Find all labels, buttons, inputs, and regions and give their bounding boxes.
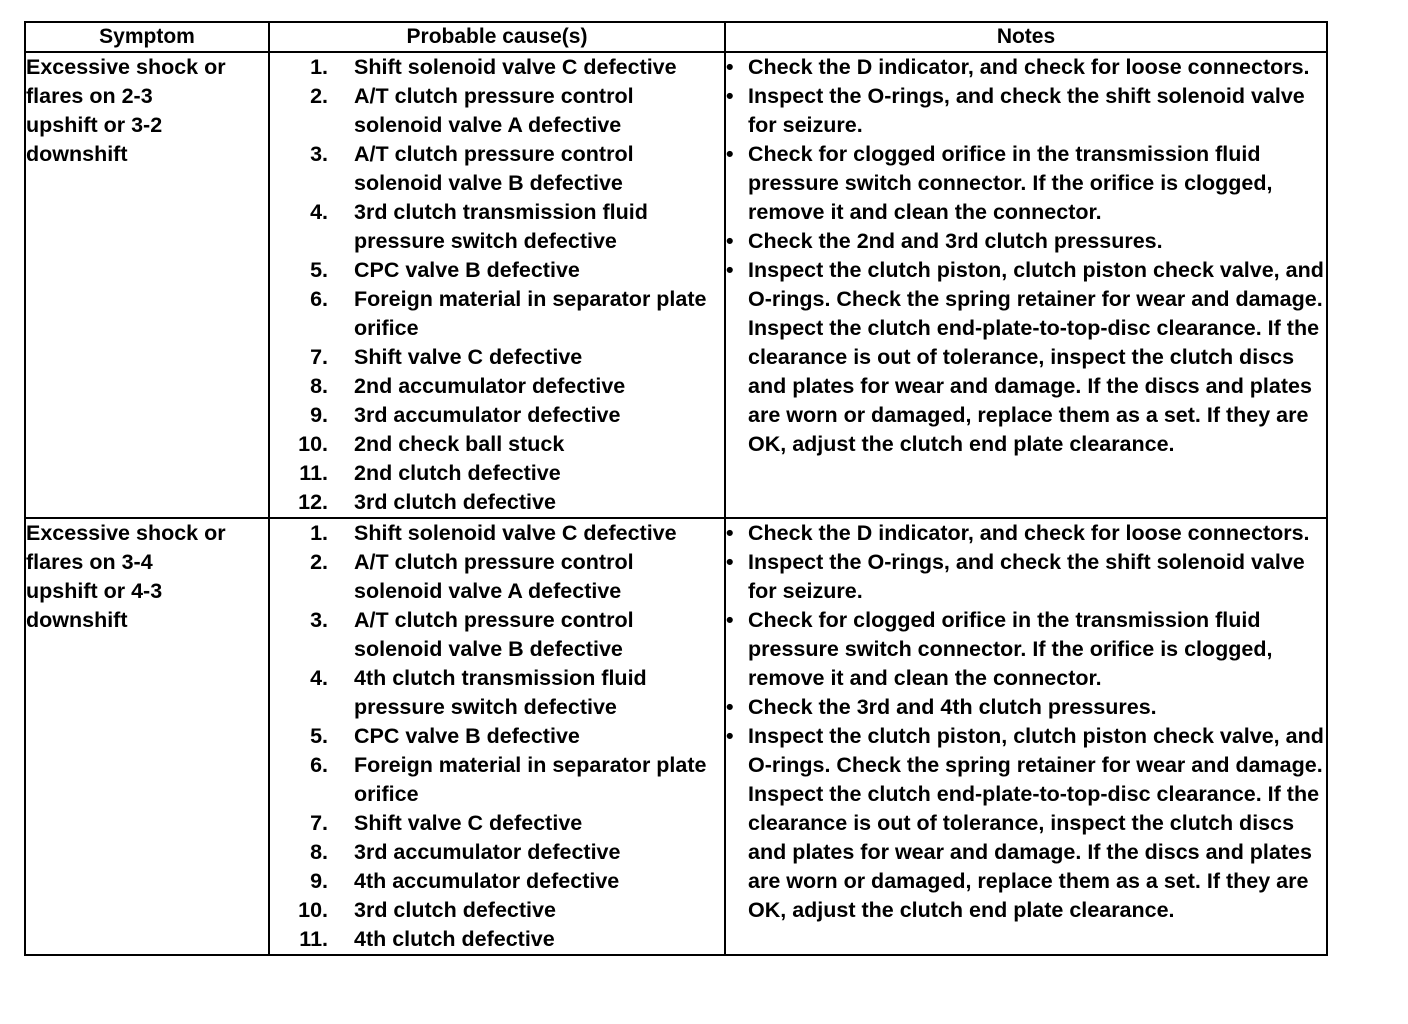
cause-number: 12.: [298, 490, 328, 514]
cause-text: CPC valve B defective: [354, 258, 580, 282]
bullet-icon: •: [726, 521, 734, 545]
cause-text: 4th accumulator defective: [354, 869, 620, 893]
cause-text: Shift solenoid valve C defective: [354, 521, 677, 545]
header-probable-causes: Probable cause(s): [269, 22, 725, 52]
note-item: [726, 722, 1326, 925]
note-item: [726, 548, 1326, 606]
cause-text: Shift solenoid valve C defective: [354, 55, 677, 79]
cause-item: [270, 256, 724, 285]
note-item: [726, 53, 1326, 82]
cause-item: [270, 896, 724, 925]
cause-number: 2.: [310, 550, 328, 574]
cause-number: 8.: [310, 374, 328, 398]
note-text: Check the 3rd and 4th clutch pressures.: [748, 695, 1157, 719]
note-item: [726, 519, 1326, 548]
note-item: [726, 82, 1326, 140]
cause-number: 3.: [310, 142, 328, 166]
cause-text: Shift valve C defective: [354, 345, 583, 369]
troubleshooting-table: [24, 21, 1328, 956]
bullet-icon: •: [726, 258, 734, 282]
cause-item: [270, 519, 724, 548]
cause-item: [270, 809, 724, 838]
cause-text: 2nd clutch defective: [354, 461, 561, 485]
table-row: [25, 52, 1327, 518]
cause-item: [270, 751, 724, 809]
bullet-icon: •: [726, 608, 734, 632]
note-item: [726, 140, 1326, 227]
cause-item: [270, 488, 724, 517]
note-text: Inspect the clutch piston, clutch piston check valve, and O-rings. Check the spring retainer for wear and damage. Inspect the clutch end-plate-to-top-disc clearance. If the clearance is out of tolerance, inspect the clutch discs and plates for wear and damage. If the discs and plates are worn or damaged, replace them as a set. If they are OK, adjust the clutch end plate clearance.: [748, 724, 1324, 922]
header-row: [25, 22, 1327, 52]
cause-number: 5.: [310, 258, 328, 282]
cause-text: 3rd clutch defective: [354, 898, 556, 922]
note-text: Inspect the O-rings, and check the shift solenoid valve for seizure.: [748, 550, 1305, 603]
cause-text: Foreign material in separator plate orifice: [354, 753, 707, 806]
cause-item: [270, 722, 724, 751]
cause-item: [270, 285, 724, 343]
cause-item: [270, 430, 724, 459]
cause-item: [270, 343, 724, 372]
cause-item: [270, 401, 724, 430]
cause-number: 7.: [310, 811, 328, 835]
bullet-icon: •: [726, 55, 734, 79]
cause-text: A/T clutch pressure control solenoid valve A defective: [354, 84, 634, 137]
cause-item: [270, 53, 724, 82]
cause-number: 9.: [310, 403, 328, 427]
cause-text: A/T clutch pressure control solenoid valve A defective: [354, 550, 634, 603]
cause-number: 6.: [310, 753, 328, 777]
cause-number: 3.: [310, 608, 328, 632]
cause-item: [270, 548, 724, 606]
cause-number: 4.: [310, 200, 328, 224]
symptom-text: Excessive shock or flares on 3-4 upshift or 4-3 downshift: [26, 521, 226, 632]
cause-item: [270, 459, 724, 488]
table-body: [25, 52, 1327, 955]
cause-list: [270, 519, 724, 954]
note-list: [726, 53, 1326, 459]
bullet-icon: •: [726, 724, 734, 748]
note-item: [726, 693, 1326, 722]
bullet-icon: •: [726, 695, 734, 719]
note-text: Check for clogged orifice in the transmission fluid pressure switch connector. If the orifice is clogged, remove it and clean the connector.: [748, 142, 1273, 224]
note-text: Check the D indicator, and check for loose connectors.: [748, 521, 1310, 545]
cause-text: 3rd clutch transmission fluid pressure switch defective: [354, 200, 648, 253]
cause-number: 9.: [310, 869, 328, 893]
cause-number: 11.: [299, 927, 328, 951]
cause-text: 2nd check ball stuck: [354, 432, 565, 456]
cause-list: [270, 53, 724, 517]
causes-cell: [269, 52, 725, 518]
note-text: Inspect the clutch piston, clutch piston check valve, and O-rings. Check the spring retainer for wear and damage. Inspect the clutch end-plate-to-top-disc clearance. If the clearance is out of tolerance, inspect the clutch discs and plates for wear and damage. If the discs and plates are worn or damaged, replace them as a set. If they are OK, adjust the clutch end plate clearance.: [748, 258, 1324, 456]
cause-number: 1.: [310, 55, 328, 79]
cause-text: 3rd accumulator defective: [354, 403, 621, 427]
cause-number: 11.: [299, 461, 328, 485]
note-list: [726, 519, 1326, 925]
bullet-icon: •: [726, 142, 734, 166]
cause-text: 3rd accumulator defective: [354, 840, 621, 864]
note-item: [726, 256, 1326, 459]
header-notes: Notes: [725, 22, 1327, 52]
cause-text: 2nd accumulator defective: [354, 374, 626, 398]
cause-text: CPC valve B defective: [354, 724, 580, 748]
cause-item: [270, 372, 724, 401]
note-text: Inspect the O-rings, and check the shift solenoid valve for seizure.: [748, 84, 1305, 137]
cause-item: [270, 925, 724, 954]
causes-cell: [269, 518, 725, 955]
header-symptom: Symptom: [25, 22, 269, 52]
cause-item: [270, 867, 724, 896]
cause-number: 4.: [310, 666, 328, 690]
cause-number: 2.: [310, 84, 328, 108]
note-text: Check for clogged orifice in the transmission fluid pressure switch connector. If the orifice is clogged, remove it and clean the connector.: [748, 608, 1273, 690]
cause-number: 6.: [310, 287, 328, 311]
cause-item: [270, 198, 724, 256]
cause-number: 10.: [298, 432, 328, 456]
troubleshooting-sheet: [24, 21, 1326, 956]
notes-cell: [725, 52, 1327, 518]
symptom-cell: [25, 518, 269, 955]
cause-number: 7.: [310, 345, 328, 369]
cause-text: A/T clutch pressure control solenoid valve B defective: [354, 608, 634, 661]
cause-number: 1.: [310, 521, 328, 545]
cause-text: Shift valve C defective: [354, 811, 583, 835]
symptom-text: Excessive shock or flares on 2-3 upshift or 3-2 downshift: [26, 55, 226, 166]
symptom-cell: [25, 52, 269, 518]
cause-item: [270, 606, 724, 664]
cause-number: 8.: [310, 840, 328, 864]
note-item: [726, 606, 1326, 693]
cause-item: [270, 82, 724, 140]
notes-cell: [725, 518, 1327, 955]
table-row: [25, 518, 1327, 955]
bullet-icon: •: [726, 550, 734, 574]
note-item: [726, 227, 1326, 256]
bullet-icon: •: [726, 229, 734, 253]
cause-number: 10.: [298, 898, 328, 922]
cause-item: [270, 664, 724, 722]
cause-item: [270, 140, 724, 198]
bullet-icon: •: [726, 84, 734, 108]
cause-text: Foreign material in separator plate orifice: [354, 287, 707, 340]
cause-text: 4th clutch transmission fluid pressure switch defective: [354, 666, 647, 719]
note-text: Check the D indicator, and check for loose connectors.: [748, 55, 1310, 79]
note-text: Check the 2nd and 3rd clutch pressures.: [748, 229, 1163, 253]
cause-item: [270, 838, 724, 867]
cause-number: 5.: [310, 724, 328, 748]
cause-text: 3rd clutch defective: [354, 490, 556, 514]
cause-text: A/T clutch pressure control solenoid valve B defective: [354, 142, 634, 195]
cause-text: 4th clutch defective: [354, 927, 555, 951]
